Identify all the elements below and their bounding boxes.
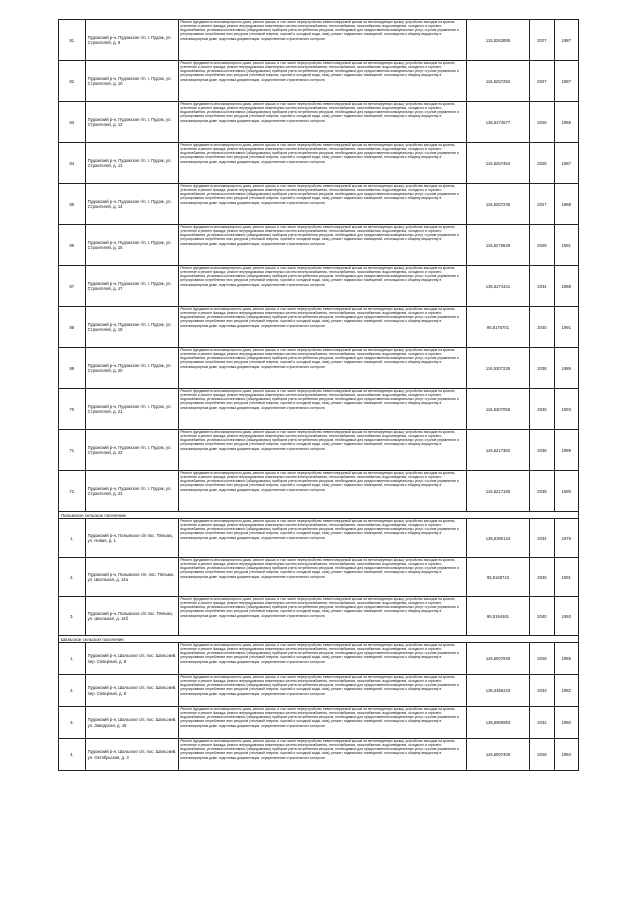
row-number: 88 xyxy=(59,307,86,348)
work-description-cell: Ремонт фундамента многоквартирного дома, ремонт крыши, в том числе переустройство невентилируемой крыши на вентилируемую крышу, устройство выходов на кровлю, утепление и ремонт фасада, ремонт внутридомовых инженерных систем электроснабжения, теплоснабжения, газоснабжения, водоотведения, холодного и горячего водоснабжения, установка коллективных (общедомовых) приборов учета потребления ресурсов, необходимых для предоставления коммунальных услуг, и узлов управления и регулирования потребления этих ресурсов (тепловой энергии, горячей и холодной воды, газа), ремонт подвальных помещений, относящихся к общему имуществу в многоквартирном доме, подготовка документации, осуществление строительного контроля xyxy=(179,184,466,225)
cost-cell: 95,5194481 xyxy=(466,597,530,636)
table-row xyxy=(59,20,579,61)
row-number: 3. xyxy=(59,707,86,739)
row-number: 89 xyxy=(59,348,86,389)
row-number: 86 xyxy=(59,225,86,266)
address-cell: Пудожский р-н, Пудожское г/п, г. Пудож, ул. Строителей, д. 9 xyxy=(85,20,179,61)
table-row xyxy=(59,471,579,512)
cost-cell: 135,5274441 xyxy=(466,266,530,307)
row-number: 70 xyxy=(59,389,86,430)
cost-cell: 115,5217382 xyxy=(466,430,530,471)
cost-cell: 115,5007409 xyxy=(466,739,530,771)
build-year-cell: 1982 xyxy=(554,675,578,707)
cost-cell: 115,5217185 xyxy=(466,471,530,512)
work-description-cell: Ремонт фундамента многоквартирного дома, ремонт крыши, в том числе переустройство невентилируемой крыши на вентилируемую крышу, устройство выходов на кровлю, утепление и ремонт фасада, ремонт внутридомовых инженерных систем электроснабжения, теплоснабжения, газоснабжения, водоотведения, холодного и горячего водоснабжения, установка коллективных (общедомовых) приборов учета потребления ресурсов, необходимых для предоставления коммунальных услуг, и узлов управления и регулирования потребления этих ресурсов (тепловой энергии, горячей и холодной воды, газа), ремонт подвальных помещений, относящихся к общему имуществу в многоквартирном доме, подготовка документации, осуществление строительного контроля xyxy=(179,558,466,597)
work-description-cell: Ремонт фундамента многоквартирного дома, ремонт крыши, в том числе переустройство невентилируемой крыши на вентилируемую крышу, устройство выходов на кровлю, утепление и ремонт фасада, ремонт внутридомовых инженерных систем электроснабжения, теплоснабжения, газоснабжения, водоотведения, холодного и горячего водоснабжения, установка коллективных (общедомовых) приборов учета потребления ресурсов, необходимых для предоставления коммунальных услуг, и узлов управления и регулирования потребления этих ресурсов (тепловой энергии, горячей и холодной воды, газа), ремонт подвальных помещений, относящихся к общему имуществу в многоквартирном доме, подготовка документации, осуществление строительного контроля xyxy=(179,471,466,512)
planned-year-cell: 2027 xyxy=(530,184,554,225)
row-number: 2. xyxy=(59,558,86,597)
address-cell: Пудожский р-н, Пудожское г/п, г. Пудож, ул. Строителей, д. 23 xyxy=(85,471,179,512)
work-description-cell: Ремонт фундамента многоквартирного дома, ремонт крыши, в том числе переустройство невентилируемой крыши на вентилируемую крышу, устройство выходов на кровлю, утепление и ремонт фасада, ремонт внутридомовых инженерных систем электроснабжения, теплоснабжения, газоснабжения, водоотведения, холодного и горячего водоснабжения, установка коллективных (общедомовых) приборов учета потребления ресурсов, необходимых для предоставления коммунальных услуг, и узлов управления и регулирования потребления этих ресурсов (тепловой энергии, горячей и холодной воды, газа), ремонт подвальных помещений, относящихся к общему имуществу в многоквартирном доме, подготовка документации, осуществление строительного контроля xyxy=(179,597,466,636)
cost-cell: 135,5900883 xyxy=(466,707,530,739)
planned-year-cell: 2025 xyxy=(530,102,554,143)
build-year-cell: 1993 xyxy=(554,597,578,636)
build-year-cell: 1991 xyxy=(554,558,578,597)
planned-year-cell: 2032 xyxy=(530,707,554,739)
planned-year-cell: 2040 xyxy=(530,307,554,348)
address-cell: Пудожский р-н, Пальмское с/п пос. Пяльма, ул. Новая, д. 1 xyxy=(85,519,179,558)
planned-year-cell: 2038 xyxy=(530,348,554,389)
address-cell: Пудожский р-н, Пудожское г/п, г. Пудож, ул. Строителей, д. 13 xyxy=(85,143,179,184)
build-year-cell: 1989 xyxy=(554,430,578,471)
table-row xyxy=(59,348,579,389)
planned-year-cell: 2040 xyxy=(530,597,554,636)
row-number: 2. xyxy=(59,675,86,707)
row-number: 85 xyxy=(59,184,86,225)
cost-cell: 115,5267238 xyxy=(466,184,530,225)
row-number: 87 xyxy=(59,266,86,307)
cost-cell: 115,5276539 xyxy=(466,225,530,266)
build-year-cell: 1986 xyxy=(554,102,578,143)
cost-cell: 115,5263085 xyxy=(466,20,530,61)
table-row xyxy=(59,389,579,430)
address-cell: Пудожский р-н, Пальмское с/п, пос. Пяльма, ул. Школьная, д. 14а xyxy=(85,558,179,597)
planned-year-cell: 2034 xyxy=(530,519,554,558)
row-number: 1. xyxy=(59,519,86,558)
build-year-cell: 1993 xyxy=(554,389,578,430)
address-cell: Пудожский р-н, Пудожское г/п, г. Пудож, ул. Строителей, д. 18 xyxy=(85,307,179,348)
work-description-cell: Ремонт фундамента многоквартирного дома, ремонт крыши, в том числе переустройство невентилируемой крыши на вентилируемую крышу, устройство выходов на кровлю, утепление и ремонт фасада, ремонт внутридомовых инженерных систем электроснабжения, теплоснабжения, газоснабжения, водоотведения, холодного и горячего водоснабжения, установка коллективных (общедомовых) приборов учета потребления ресурсов, необходимых для предоставления коммунальных услуг, и узлов управления и регулирования потребления этих ресурсов (тепловой энергии, горячей и холодной воды, газа), ремонт подвальных помещений, относящихся к общему имуществу в многоквартирном доме, подготовка документации, осуществление строительного контроля xyxy=(179,643,466,675)
planned-year-cell: 2039 xyxy=(530,471,554,512)
work-description-cell: Ремонт фундамента многоквартирного дома, ремонт крыши, в том числе переустройство невентилируемой крыши на вентилируемую крышу, устройство выходов на кровлю, утепление и ремонт фасада, ремонт внутридомовых инженерных систем электроснабжения, теплоснабжения, газоснабжения, водоотведения, холодного и горячего водоснабжения, установка коллективных (общедомовых) приборов учета потребления ресурсов, необходимых для предоставления коммунальных услуг, и узлов управления и регулирования потребления этих ресурсов (тепловой энергии, горячей и холодной воды, газа), ремонт подвальных помещений, относящихся к общему имуществу в многоквартирном доме, подготовка документации, осуществление строительного контроля xyxy=(179,61,466,102)
build-year-cell: 1988 xyxy=(554,266,578,307)
address-cell: Пудожский р-н, Пудожское г/п, г. Пудож, ул. Строителей, д. 14 xyxy=(85,184,179,225)
planned-year-cell: 2026 xyxy=(530,143,554,184)
build-year-cell: 1980 xyxy=(554,707,578,739)
table-row xyxy=(59,643,579,675)
address-cell: Пудожский р-н, Пудожское г/п, г. Пудож, ул. Строителей, д. 17 xyxy=(85,266,179,307)
row-number: 84 xyxy=(59,143,86,184)
planned-year-cell: 2040 xyxy=(530,389,554,430)
capital-repair-table xyxy=(58,19,579,771)
address-cell: Пудожский р-н, Пудожское г/п, г. Пудож, ул. Строителей, д. 10 xyxy=(85,61,179,102)
address-cell: Пудожский р-н, Пальмское с/п пос. Пяльма, ул. Школьная, д. 14б xyxy=(85,597,179,636)
work-description-cell: Ремонт фундамента многоквартирного дома, ремонт крыши, в том числе переустройство невентилируемой крыши на вентилируемую крышу, устройство выходов на кровлю, утепление и ремонт фасада, ремонт внутридомовых инженерных систем электроснабжения, теплоснабжения, газоснабжения, водоотведения, холодного и горячего водоснабжения, установка коллективных (общедомовых) приборов учета потребления ресурсов, необходимых для предоставления коммунальных услуг, и узлов управления и регулирования потребления этих ресурсов (тепловой энергии, горячей и холодной воды, газа), ремонт подвальных помещений, относящихся к общему имуществу в многоквартирном доме, подготовка документации, осуществление строительного контроля xyxy=(179,675,466,707)
build-year-cell: 1988 xyxy=(554,184,578,225)
row-number: 83 xyxy=(59,102,86,143)
work-description-cell: Ремонт фундамента многоквартирного дома, ремонт крыши, в том числе переустройство невентилируемой крыши на вентилируемую крышу, устройство выходов на кровлю, утепление и ремонт фасада, ремонт внутридомовых инженерных систем электроснабжения, теплоснабжения, газоснабжения, водоотведения, холодного и горячего водоснабжения, установка коллективных (общедомовых) приборов учета потребления ресурсов, необходимых для предоставления коммунальных услуг, и узлов управления и регулирования потребления этих ресурсов (тепловой энергии, горячей и холодной воды, газа), ремонт подвальных помещений, относящихся к общему имуществу в многоквартирном доме, подготовка документации, осуществление строительного контроля xyxy=(179,348,466,389)
planned-year-cell: 2034 xyxy=(530,266,554,307)
build-year-cell: 1990 xyxy=(554,471,578,512)
cost-cell: 95,5168743 xyxy=(466,558,530,597)
build-year-cell: 1985 xyxy=(554,643,578,675)
table-row xyxy=(59,61,579,102)
table-row xyxy=(59,143,579,184)
planned-year-cell: 2033 xyxy=(530,675,554,707)
row-number: 3. xyxy=(59,597,86,636)
work-description-cell: Ремонт фундамента многоквартирного дома, ремонт крыши, в том числе переустройство невентилируемой крыши на вентилируемую крышу, устройство выходов на кровлю, утепление и ремонт фасада, ремонт внутридомовых инженерных систем электроснабжения, теплоснабжения, газоснабжения, водоотведения, холодного и горячего водоснабжения, установка коллективных (общедомовых) приборов учета потребления ресурсов, необходимых для предоставления коммунальных услуг, и узлов управления и регулирования потребления этих ресурсов (тепловой энергии, горячей и холодной воды, газа), ремонт подвальных помещений, относящихся к общему имуществу в многоквартирном доме, подготовка документации, осуществление строительного контроля xyxy=(179,20,466,61)
work-description-cell: Ремонт фундамента многоквартирного дома, ремонт крыши, в том числе переустройство невентилируемой крыши на вентилируемую крышу, устройство выходов на кровлю, утепление и ремонт фасада, ремонт внутридомовых инженерных систем электроснабжения, теплоснабжения, газоснабжения, водоотведения, холодного и горячего водоснабжения, установка коллективных (общедомовых) приборов учета потребления ресурсов, необходимых для предоставления коммунальных услуг, и узлов управления и регулирования потребления этих ресурсов (тепловой энергии, горячей и холодной воды, газа), ремонт подвальных помещений, относящихся к общему имуществу в многоквартирном доме, подготовка документации, осуществление строительного контроля xyxy=(179,739,466,771)
work-description-cell: Ремонт фундамента многоквартирного дома, ремонт крыши, в том числе переустройство невентилируемой крыши на вентилируемую крышу, устройство выходов на кровлю, утепление и ремонт фасада, ремонт внутридомовых инженерных систем электроснабжения, теплоснабжения, газоснабжения, водоотведения, холодного и горячего водоснабжения, установка коллективных (общедомовых) приборов учета потребления ресурсов, необходимых для предоставления коммунальных услуг, и узлов управления и регулирования потребления этих ресурсов (тепловой энергии, горячей и холодной воды, газа), ремонт подвальных помещений, относящихся к общему имуществу в многоквартирном доме, подготовка документации, осуществление строительного контроля xyxy=(179,389,466,430)
table-row xyxy=(59,225,579,266)
planned-year-cell: 2040 xyxy=(530,558,554,597)
row-number: 72 xyxy=(59,471,86,512)
table-row xyxy=(59,597,579,636)
address-cell: Пудожский р-н, Шальское с/п, пос. Шальский, ул. Заводская, д. 15 xyxy=(85,707,179,739)
work-description-cell: Ремонт фундамента многоквартирного дома, ремонт крыши, в том числе переустройство невентилируемой крыши на вентилируемую крышу, устройство выходов на кровлю, утепление и ремонт фасада, ремонт внутридомовых инженерных систем электроснабжения, теплоснабжения, газоснабжения, водоотведения, холодного и горячего водоснабжения, установка коллективных (общедомовых) приборов учета потребления ресурсов, необходимых для предоставления коммунальных услуг, и узлов управления и регулирования потребления этих ресурсов (тепловой энергии, горячей и холодной воды, газа), ремонт подвальных помещений, относящихся к общему имуществу в многоквартирном доме, подготовка документации, осуществление строительного контроля xyxy=(179,307,466,348)
table-row xyxy=(59,558,579,597)
address-cell: Пудожский р-н, Шальское с/п, пос. Шальский, пер. Северный, д. 8 xyxy=(85,643,179,675)
document-page xyxy=(58,19,579,881)
planned-year-cell: 2028 xyxy=(530,739,554,771)
build-year-cell: 1991 xyxy=(554,307,578,348)
work-description-cell: Ремонт фундамента многоквартирного дома, ремонт крыши, в том числе переустройство невентилируемой крыши на вентилируемую крышу, устройство выходов на кровлю, утепление и ремонт фасада, ремонт внутридомовых инженерных систем электроснабжения, теплоснабжения, газоснабжения, водоотведения, холодного и горячего водоснабжения, установка коллективных (общедомовых) приборов учета потребления ресурсов, необходимых для предоставления коммунальных услуг, и узлов управления и регулирования потребления этих ресурсов (тепловой энергии, горячей и холодной воды, газа), ремонт подвальных помещений, относящихся к общему имуществу в многоквартирном доме, подготовка документации, осуществление строительного контроля xyxy=(179,102,466,143)
planned-year-cell: 2029 xyxy=(530,643,554,675)
section-header-palma: Пальмское сельское поселение xyxy=(59,512,579,519)
cost-cell: 135,5380134 xyxy=(466,519,530,558)
table-row xyxy=(59,307,579,348)
planned-year-cell: 2028 xyxy=(530,225,554,266)
address-cell: Пудожский р-н, Пудожское г/п, г. Пудож, ул. Строителей, д. 22 xyxy=(85,430,179,471)
cost-cell: 135,3456233 xyxy=(466,675,530,707)
cost-cell: 116,5307235 xyxy=(466,348,530,389)
work-description-cell: Ремонт фундамента многоквартирного дома, ремонт крыши, в том числе переустройство невентилируемой крыши на вентилируемую крышу, устройство выходов на кровлю, утепление и ремонт фасада, ремонт внутридомовых инженерных систем электроснабжения, теплоснабжения, газоснабжения, водоотведения, холодного и горячего водоснабжения, установка коллективных (общедомовых) приборов учета потребления ресурсов, необходимых для предоставления коммунальных услуг, и узлов управления и регулирования потребления этих ресурсов (тепловой энергии, горячей и холодной воды, газа), ремонт подвальных помещений, относящихся к общему имуществу в многоквартирном доме, подготовка документации, осуществление строительного контроля xyxy=(179,266,466,307)
build-year-cell: 1987 xyxy=(554,20,578,61)
address-cell: Пудожский р-н, Шальское с/п, пос. Шальский, ул. Октябрьская, д. 3 xyxy=(85,739,179,771)
work-description-cell: Ремонт фундамента многоквартирного дома, ремонт крыши, в том числе переустройство невентилируемой крыши на вентилируемую крышу, устройство выходов на кровлю, утепление и ремонт фасада, ремонт внутридомовых инженерных систем электроснабжения, теплоснабжения, газоснабжения, водоотведения, холодного и горячего водоснабжения, установка коллективных (общедомовых) приборов учета потребления ресурсов, необходимых для предоставления коммунальных услуг, и узлов управления и регулирования потребления этих ресурсов (тепловой энергии, горячей и холодной воды, газа), ремонт подвальных помещений, относящихся к общему имуществу в многоквартирном доме, подготовка документации, осуществление строительного контроля xyxy=(179,519,466,558)
build-year-cell: 1984 xyxy=(554,739,578,771)
build-year-cell: 1991 xyxy=(554,225,578,266)
build-year-cell: 1989 xyxy=(554,348,578,389)
table-row xyxy=(59,430,579,471)
work-description-cell: Ремонт фундамента многоквартирного дома, ремонт крыши, в том числе переустройство невентилируемой крыши на вентилируемую крышу, устройство выходов на кровлю, утепление и ремонт фасада, ремонт внутридомовых инженерных систем электроснабжения, теплоснабжения, газоснабжения, водоотведения, холодного и горячего водоснабжения, установка коллективных (общедомовых) приборов учета потребления ресурсов, необходимых для предоставления коммунальных услуг, и узлов управления и регулирования потребления этих ресурсов (тепловой энергии, горячей и холодной воды, газа), ремонт подвальных помещений, относящихся к общему имуществу в многоквартирном доме, подготовка документации, осуществление строительного контроля xyxy=(179,707,466,739)
address-cell: Пудожский р-н, Пудожское г/п, г. Пудож, ул. Строителей, д. 21 xyxy=(85,389,179,430)
work-description-cell: Ремонт фундамента многоквартирного дома, ремонт крыши, в том числе переустройство невентилируемой крыши на вентилируемую крышу, устройство выходов на кровлю, утепление и ремонт фасада, ремонт внутридомовых инженерных систем электроснабжения, теплоснабжения, газоснабжения, водоотведения, холодного и горячего водоснабжения, установка коллективных (общедомовых) приборов учета потребления ресурсов, необходимых для предоставления коммунальных услуг, и узлов управления и регулирования потребления этих ресурсов (тепловой энергии, горячей и холодной воды, газа), ремонт подвальных помещений, относящихся к общему имуществу в многоквартирном доме, подготовка документации, осуществление строительного контроля xyxy=(179,430,466,471)
cost-cell: 95,5176701 xyxy=(466,307,530,348)
work-description-cell: Ремонт фундамента многоквартирного дома, ремонт крыши, в том числе переустройство невентилируемой крыши на вентилируемую крышу, устройство выходов на кровлю, утепление и ремонт фасада, ремонт внутридомовых инженерных систем электроснабжения, теплоснабжения, газоснабжения, водоотведения, холодного и горячего водоснабжения, установка коллективных (общедомовых) приборов учета потребления ресурсов, необходимых для предоставления коммунальных услуг, и узлов управления и регулирования потребления этих ресурсов (тепловой энергии, горячей и холодной воды, газа), ремонт подвальных помещений, относящихся к общему имуществу в многоквартирном доме, подготовка документации, осуществление строительного контроля xyxy=(179,225,466,266)
build-year-cell: 1987 xyxy=(554,143,578,184)
table-row xyxy=(59,266,579,307)
build-year-cell: 1978 xyxy=(554,519,578,558)
table-row xyxy=(59,707,579,739)
build-year-cell: 1987 xyxy=(554,61,578,102)
table-row xyxy=(59,519,579,558)
planned-year-cell: 2027 xyxy=(530,61,554,102)
cost-cell: 115,5267292 xyxy=(466,61,530,102)
row-number: 4. xyxy=(59,739,86,771)
table-row xyxy=(59,739,579,771)
cost-cell: 136,5274677 xyxy=(466,102,530,143)
cost-cell: 115,5007848 xyxy=(466,643,530,675)
address-cell: Пудожский р-н, Пудожское г/п, г. Пудож, ул. Строителей, д. 12 xyxy=(85,102,179,143)
cost-cell: 115,5307055 xyxy=(466,389,530,430)
address-cell: Пудожский р-н, Пудожское г/п, г. Пудож, ул. Строителей, д. 15 xyxy=(85,225,179,266)
address-cell: Пудожский р-н, Шальское с/п, пос. Шальский, пер. Северный, д. 6 xyxy=(85,675,179,707)
table-row xyxy=(59,102,579,143)
cost-cell: 115,5267484 xyxy=(466,143,530,184)
table-row xyxy=(59,184,579,225)
address-cell: Пудожский р-н, Пудожское г/п, г. Пудож, ул. Строителей, д. 20 xyxy=(85,348,179,389)
section-header-shala: Шальское сельское поселение xyxy=(59,636,579,643)
row-number: 1. xyxy=(59,643,86,675)
row-number: 82 xyxy=(59,61,86,102)
work-description-cell: Ремонт фундамента многоквартирного дома, ремонт крыши, в том числе переустройство невентилируемой крыши на вентилируемую крышу, устройство выходов на кровлю, утепление и ремонт фасада, ремонт внутридомовых инженерных систем электроснабжения, теплоснабжения, газоснабжения, водоотведения, холодного и горячего водоснабжения, установка коллективных (общедомовых) приборов учета потребления ресурсов, необходимых для предоставления коммунальных услуг, и узлов управления и регулирования потребления этих ресурсов (тепловой энергии, горячей и холодной воды, газа), ремонт подвальных помещений, относящихся к общему имуществу в многоквартирном доме, подготовка документации, осуществление строительного контроля xyxy=(179,143,466,184)
planned-year-cell: 2027 xyxy=(530,20,554,61)
planned-year-cell: 2038 xyxy=(530,430,554,471)
row-number: 71 xyxy=(59,430,86,471)
row-number: 81 xyxy=(59,20,86,61)
table-row xyxy=(59,675,579,707)
